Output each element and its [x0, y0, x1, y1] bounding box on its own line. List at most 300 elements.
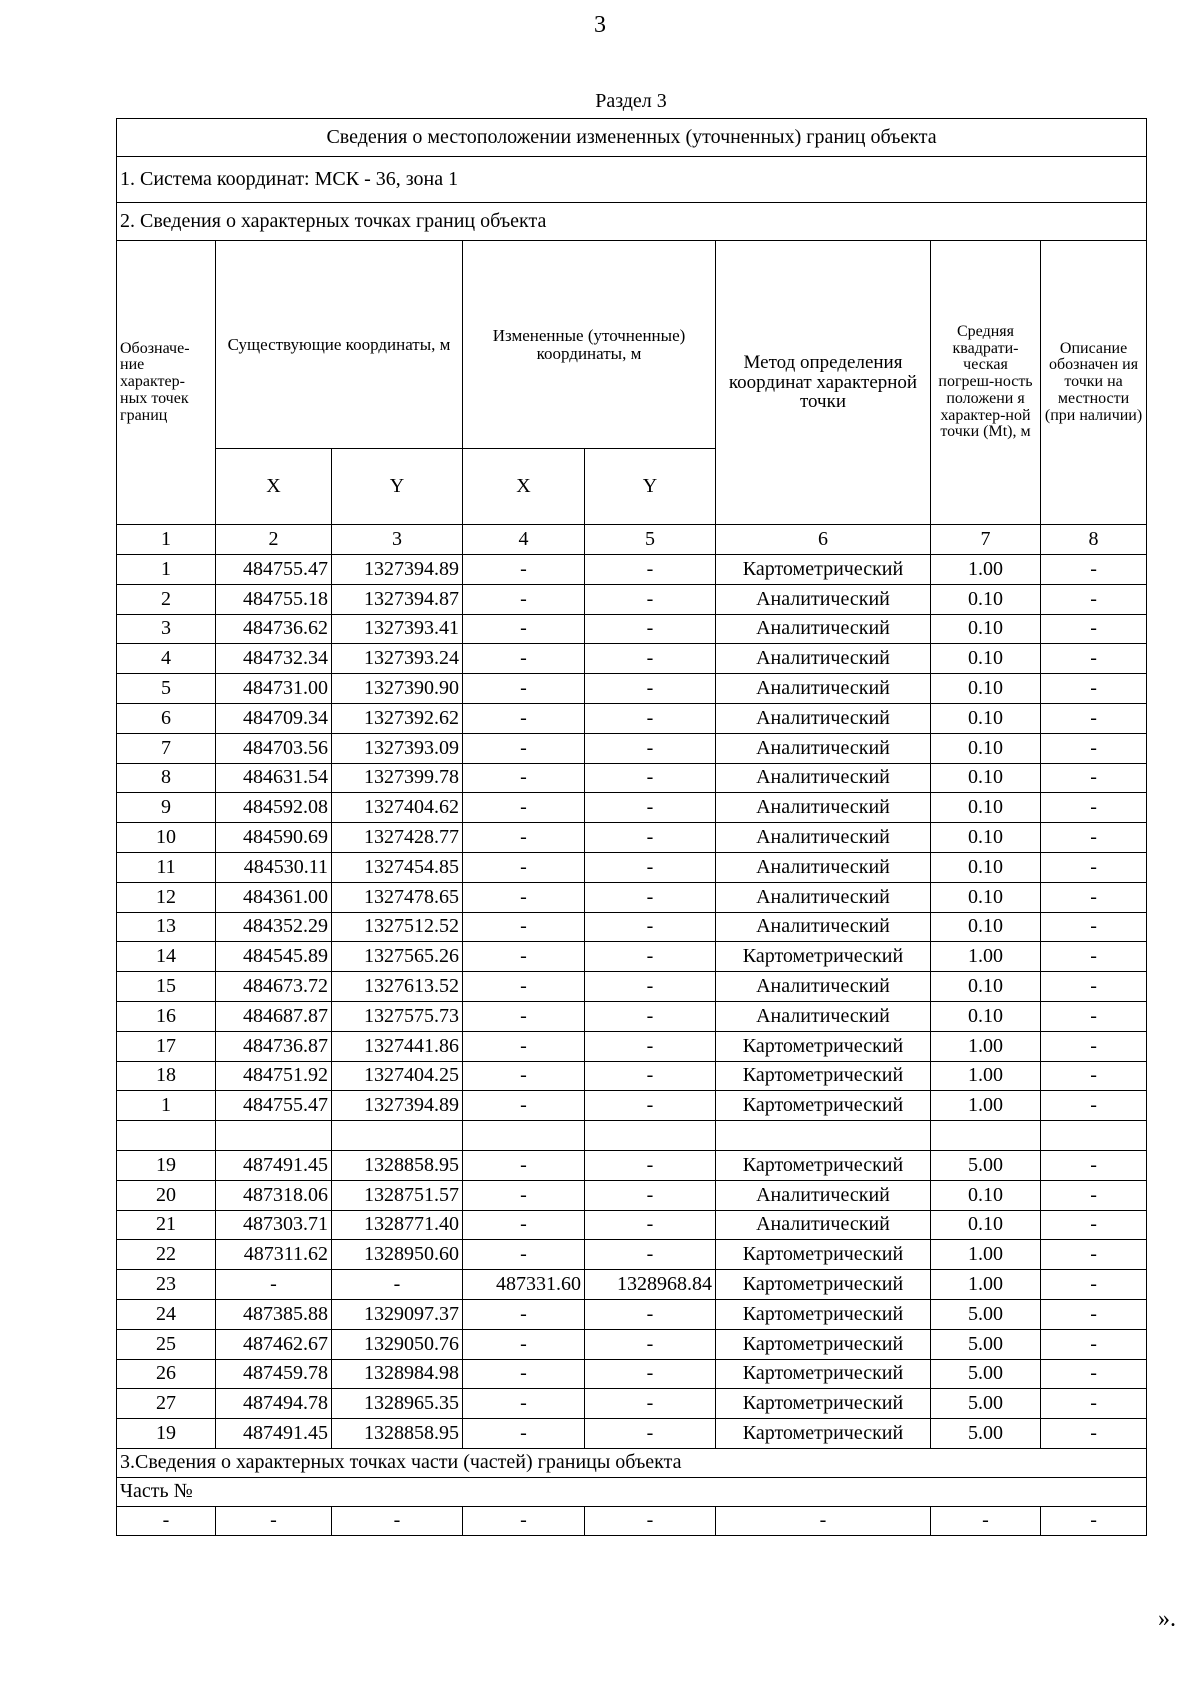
cell-method: Аналитический [716, 972, 931, 1002]
cell-method: Картометрический [716, 1419, 931, 1449]
cell-changed-x: - [463, 1061, 585, 1091]
cell-point-number: 13 [117, 912, 216, 942]
cell-existing-y: 1328984.98 [332, 1359, 463, 1389]
cell-accuracy: 1.00 [931, 942, 1041, 972]
part-row [117, 1506, 1147, 1535]
cell-changed-y: - [585, 1419, 716, 1449]
cell-point-number: 6 [117, 703, 216, 733]
cell-existing-y: 1328771.40 [332, 1210, 463, 1240]
cell-description: - [1041, 614, 1147, 644]
column-numbers-row [117, 525, 1147, 555]
part-cell: - [716, 1506, 931, 1535]
table-row [117, 1031, 1147, 1061]
cell-point-number: 1 [117, 1091, 216, 1121]
empty-cell [117, 1121, 216, 1151]
cell-existing-x: 484687.87 [216, 1001, 332, 1031]
cell-point-number: 3 [117, 614, 216, 644]
page-number: 3 [594, 12, 606, 38]
cell-existing-y: 1327565.26 [332, 942, 463, 972]
cell-method: Картометрический [716, 555, 931, 585]
table-row [117, 1061, 1147, 1091]
table-row [117, 1240, 1147, 1270]
cell-changed-y: - [585, 793, 716, 823]
cell-description: - [1041, 674, 1147, 704]
cell-point-number: 9 [117, 793, 216, 823]
cell-point-number: 15 [117, 972, 216, 1002]
cell-changed-x: - [463, 1329, 585, 1359]
empty-cell [332, 1121, 463, 1151]
cell-existing-y: 1327428.77 [332, 823, 463, 853]
part-cell: - [585, 1506, 716, 1535]
cell-method: Картометрический [716, 1031, 931, 1061]
table-row [117, 852, 1147, 882]
cell-method: Аналитический [716, 1210, 931, 1240]
cell-changed-x: - [463, 614, 585, 644]
points-heading: 2. Сведения о характерных точках границ объекта [117, 203, 1147, 241]
cell-existing-x: 484731.00 [216, 674, 332, 704]
cell-existing-x: 484755.47 [216, 555, 332, 585]
cell-description: - [1041, 1240, 1147, 1270]
cell-changed-x: - [463, 912, 585, 942]
cell-description: - [1041, 942, 1147, 972]
cell-changed-x: - [463, 1359, 585, 1389]
cell-point-number: 1 [117, 555, 216, 585]
cell-changed-y: - [585, 733, 716, 763]
cell-description: - [1041, 644, 1147, 674]
cell-method: Аналитический [716, 882, 931, 912]
cell-description: - [1041, 584, 1147, 614]
cell-existing-x: 484352.29 [216, 912, 332, 942]
cell-accuracy: 0.10 [931, 852, 1041, 882]
cell-method: Картометрический [716, 1240, 931, 1270]
cell-existing-x: 484736.87 [216, 1031, 332, 1061]
part-cell: - [117, 1506, 216, 1535]
cell-description: - [1041, 1210, 1147, 1240]
cell-existing-y: 1327394.87 [332, 584, 463, 614]
cell-method: Аналитический [716, 1180, 931, 1210]
cell-existing-x: 487385.88 [216, 1299, 332, 1329]
cell-changed-x: - [463, 555, 585, 585]
table-row [117, 674, 1147, 704]
cell-changed-x: - [463, 1389, 585, 1419]
cell-point-number: 19 [117, 1419, 216, 1449]
cell-changed-x: - [463, 763, 585, 793]
coordinate-system: 1. Система координат: МСК - 36, зона 1 [117, 157, 1147, 203]
separator-row [117, 1121, 1147, 1151]
cell-existing-x: 484755.18 [216, 584, 332, 614]
cell-existing-y: 1327399.78 [332, 763, 463, 793]
cell-description: - [1041, 852, 1147, 882]
cell-description: - [1041, 733, 1147, 763]
cell-method: Аналитический [716, 1001, 931, 1031]
empty-cell [216, 1121, 332, 1151]
parts-heading: 3.Сведения о характерных точках части (частей) границы объекта [117, 1448, 1147, 1477]
header-changed-coordinates: Измененные (уточненные) координаты, м [463, 241, 716, 449]
header-existing-y: Y [332, 449, 463, 525]
cell-point-number: 20 [117, 1180, 216, 1210]
cell-point-number: 25 [117, 1329, 216, 1359]
cell-method: Аналитический [716, 793, 931, 823]
cell-point-number: 4 [117, 644, 216, 674]
cell-point-number: 23 [117, 1270, 216, 1300]
cell-changed-y: - [585, 972, 716, 1002]
part-cell: - [463, 1506, 585, 1535]
cell-existing-y: 1328950.60 [332, 1240, 463, 1270]
column-number: 8 [1041, 525, 1147, 555]
cell-changed-x: - [463, 1180, 585, 1210]
cell-description: - [1041, 1299, 1147, 1329]
cell-changed-y: - [585, 1299, 716, 1329]
cell-existing-x: 484673.72 [216, 972, 332, 1002]
cell-existing-y: 1327394.89 [332, 555, 463, 585]
part-cell: - [216, 1506, 332, 1535]
cell-changed-y: - [585, 1210, 716, 1240]
cell-method: Аналитический [716, 584, 931, 614]
cell-point-number: 16 [117, 1001, 216, 1031]
cell-changed-x: - [463, 793, 585, 823]
cell-accuracy: 0.10 [931, 584, 1041, 614]
cell-changed-x: - [463, 1001, 585, 1031]
cell-description: - [1041, 1419, 1147, 1449]
table-row [117, 1419, 1147, 1449]
empty-cell [1041, 1121, 1147, 1151]
cell-description: - [1041, 1031, 1147, 1061]
cell-existing-y: 1327404.25 [332, 1061, 463, 1091]
cell-existing-y: 1327393.09 [332, 733, 463, 763]
cell-existing-y: 1328965.35 [332, 1389, 463, 1419]
part-cell: - [1041, 1506, 1147, 1535]
cell-changed-y: - [585, 1031, 716, 1061]
cell-changed-x: - [463, 1299, 585, 1329]
part-number-label: Часть № [117, 1477, 1147, 1506]
cell-existing-x: 487311.62 [216, 1240, 332, 1270]
cell-existing-x: 487318.06 [216, 1180, 332, 1210]
cell-accuracy: 0.10 [931, 733, 1041, 763]
cell-existing-y: 1327390.90 [332, 674, 463, 704]
cell-existing-y: 1328858.95 [332, 1150, 463, 1180]
cell-changed-y: - [585, 852, 716, 882]
table-title: Сведения о местоположении измененных (уточненных) границ объекта [117, 119, 1147, 157]
cell-existing-y: 1327392.62 [332, 703, 463, 733]
cell-accuracy: 1.00 [931, 1240, 1041, 1270]
cell-existing-x: 484755.47 [216, 1091, 332, 1121]
header-designation: Обозначе-ние характер-ных точек границ [117, 241, 216, 525]
column-number: 2 [216, 525, 332, 555]
cell-description: - [1041, 1001, 1147, 1031]
table-row [117, 1329, 1147, 1359]
cell-existing-y: 1327512.52 [332, 912, 463, 942]
cell-point-number: 8 [117, 763, 216, 793]
cell-changed-x: - [463, 584, 585, 614]
table-row [117, 614, 1147, 644]
cell-method: Картометрический [716, 1091, 931, 1121]
cell-existing-x: 484709.34 [216, 703, 332, 733]
cell-changed-y: - [585, 1091, 716, 1121]
cell-description: - [1041, 1091, 1147, 1121]
table-row [117, 972, 1147, 1002]
cell-changed-y: - [585, 555, 716, 585]
cell-changed-x: - [463, 852, 585, 882]
table-row [117, 1270, 1147, 1300]
empty-cell [585, 1121, 716, 1151]
cell-changed-y: - [585, 1180, 716, 1210]
cell-existing-x: 487303.71 [216, 1210, 332, 1240]
column-number: 1 [117, 525, 216, 555]
table-row [117, 1210, 1147, 1240]
cell-changed-x: - [463, 1091, 585, 1121]
cell-point-number: 17 [117, 1031, 216, 1061]
cell-changed-y: - [585, 1150, 716, 1180]
cell-description: - [1041, 1270, 1147, 1300]
cell-changed-x: - [463, 882, 585, 912]
cell-changed-x: - [463, 644, 585, 674]
cell-method: Картометрический [716, 1061, 931, 1091]
column-number: 7 [931, 525, 1041, 555]
cell-changed-y: - [585, 1329, 716, 1359]
cell-existing-x: 484732.34 [216, 644, 332, 674]
cell-existing-y: 1327393.41 [332, 614, 463, 644]
header-changed-y: Y [585, 449, 716, 525]
table-row [117, 942, 1147, 972]
cell-description: - [1041, 793, 1147, 823]
cell-existing-x: 487491.45 [216, 1419, 332, 1449]
table-row [117, 1180, 1147, 1210]
cell-existing-x: 484592.08 [216, 793, 332, 823]
header-existing-coordinates: Существующие координаты, м [216, 241, 463, 449]
cell-point-number: 22 [117, 1240, 216, 1270]
cell-method: Аналитический [716, 703, 931, 733]
cell-changed-x: - [463, 1419, 585, 1449]
table-row [117, 1091, 1147, 1121]
cell-description: - [1041, 1389, 1147, 1419]
cell-changed-x: - [463, 674, 585, 704]
cell-point-number: 24 [117, 1299, 216, 1329]
cell-existing-y: 1327575.73 [332, 1001, 463, 1031]
cell-point-number: 19 [117, 1150, 216, 1180]
cell-point-number: 21 [117, 1210, 216, 1240]
table-row [117, 555, 1147, 585]
cell-method: Картометрический [716, 1150, 931, 1180]
cell-description: - [1041, 555, 1147, 585]
cell-changed-y: - [585, 614, 716, 644]
cell-accuracy: 1.00 [931, 1091, 1041, 1121]
header-method: Метод определения координат характерной точки [716, 241, 931, 525]
cell-existing-x: 484590.69 [216, 823, 332, 853]
cell-description: - [1041, 912, 1147, 942]
cell-changed-x: - [463, 942, 585, 972]
cell-accuracy: 1.00 [931, 555, 1041, 585]
cell-existing-x: 484631.54 [216, 763, 332, 793]
cell-changed-x: - [463, 1150, 585, 1180]
cell-changed-y: - [585, 912, 716, 942]
table-row [117, 1299, 1147, 1329]
cell-method: Аналитический [716, 852, 931, 882]
cell-point-number: 18 [117, 1061, 216, 1091]
closing-quote-mark: ». [1158, 1606, 1176, 1632]
part-cell: - [332, 1506, 463, 1535]
cell-method: Аналитический [716, 823, 931, 853]
cell-existing-y: 1329050.76 [332, 1329, 463, 1359]
cell-method: Аналитический [716, 912, 931, 942]
header-description: Описание обозначен ия точки на местности (при наличии) [1041, 241, 1147, 525]
cell-description: - [1041, 1180, 1147, 1210]
cell-accuracy: 0.10 [931, 793, 1041, 823]
cell-accuracy: 0.10 [931, 614, 1041, 644]
table-row [117, 882, 1147, 912]
cell-changed-x: - [463, 733, 585, 763]
cell-existing-y: 1327454.85 [332, 852, 463, 882]
cell-existing-y: - [332, 1270, 463, 1300]
cell-accuracy: 1.00 [931, 1270, 1041, 1300]
table-row [117, 1389, 1147, 1419]
cell-accuracy: 5.00 [931, 1299, 1041, 1329]
cell-accuracy: 5.00 [931, 1359, 1041, 1389]
column-number: 5 [585, 525, 716, 555]
cell-changed-y: - [585, 882, 716, 912]
cell-changed-x: - [463, 972, 585, 1002]
cell-accuracy: 0.10 [931, 972, 1041, 1002]
cell-existing-y: 1327613.52 [332, 972, 463, 1002]
header-accuracy: Средняя квадрати-ческая погреш-ность положени я характер-ной точки (Mt), м [931, 241, 1041, 525]
empty-cell [463, 1121, 585, 1151]
cell-existing-x: - [216, 1270, 332, 1300]
cell-existing-y: 1328751.57 [332, 1180, 463, 1210]
header-changed-x: X [463, 449, 585, 525]
cell-changed-y: - [585, 1001, 716, 1031]
cell-method: Картометрический [716, 1299, 931, 1329]
cell-changed-x: 487331.60 [463, 1270, 585, 1300]
cell-accuracy: 0.10 [931, 1210, 1041, 1240]
cell-description: - [1041, 1150, 1147, 1180]
cell-description: - [1041, 1359, 1147, 1389]
cell-description: - [1041, 703, 1147, 733]
cell-existing-x: 484736.62 [216, 614, 332, 644]
cell-point-number: 11 [117, 852, 216, 882]
cell-point-number: 12 [117, 882, 216, 912]
cell-existing-y: 1327394.89 [332, 1091, 463, 1121]
cell-changed-y: - [585, 1359, 716, 1389]
column-number: 3 [332, 525, 463, 555]
column-number: 6 [716, 525, 931, 555]
cell-changed-x: - [463, 1210, 585, 1240]
cell-method: Аналитический [716, 674, 931, 704]
table-row [117, 1359, 1147, 1389]
cell-existing-x: 484703.56 [216, 733, 332, 763]
cell-existing-x: 487462.67 [216, 1329, 332, 1359]
cell-method: Картометрический [716, 942, 931, 972]
cell-changed-y: - [585, 584, 716, 614]
cell-accuracy: 5.00 [931, 1389, 1041, 1419]
cell-accuracy: 0.10 [931, 823, 1041, 853]
cell-accuracy: 5.00 [931, 1150, 1041, 1180]
cell-changed-y: - [585, 703, 716, 733]
cell-accuracy: 0.10 [931, 882, 1041, 912]
table-row [117, 793, 1147, 823]
cell-changed-x: - [463, 1240, 585, 1270]
cell-existing-y: 1327478.65 [332, 882, 463, 912]
cell-point-number: 2 [117, 584, 216, 614]
cell-changed-y: - [585, 644, 716, 674]
cell-description: - [1041, 823, 1147, 853]
cell-existing-x: 484751.92 [216, 1061, 332, 1091]
cell-accuracy: 5.00 [931, 1419, 1041, 1449]
cell-existing-y: 1329097.37 [332, 1299, 463, 1329]
cell-existing-x: 487491.45 [216, 1150, 332, 1180]
cell-changed-y: - [585, 823, 716, 853]
cell-description: - [1041, 1329, 1147, 1359]
cell-accuracy: 0.10 [931, 763, 1041, 793]
cell-point-number: 7 [117, 733, 216, 763]
empty-cell [716, 1121, 931, 1151]
cell-changed-y: - [585, 674, 716, 704]
cell-existing-y: 1327393.24 [332, 644, 463, 674]
cell-changed-y: 1328968.84 [585, 1270, 716, 1300]
cell-point-number: 26 [117, 1359, 216, 1389]
cell-description: - [1041, 882, 1147, 912]
cell-description: - [1041, 1061, 1147, 1091]
cell-changed-y: - [585, 763, 716, 793]
cell-accuracy: 1.00 [931, 1061, 1041, 1091]
cell-changed-y: - [585, 1240, 716, 1270]
cell-accuracy: 0.10 [931, 912, 1041, 942]
cell-method: Картометрический [716, 1359, 931, 1389]
cell-changed-x: - [463, 703, 585, 733]
cell-description: - [1041, 763, 1147, 793]
cell-point-number: 5 [117, 674, 216, 704]
cell-accuracy: 0.10 [931, 1180, 1041, 1210]
header-existing-x: X [216, 449, 332, 525]
cell-method: Аналитический [716, 763, 931, 793]
cell-method: Картометрический [716, 1270, 931, 1300]
cell-existing-y: 1327404.62 [332, 793, 463, 823]
cell-existing-x: 484361.00 [216, 882, 332, 912]
cell-method: Аналитический [716, 733, 931, 763]
cell-method: Аналитический [716, 614, 931, 644]
cell-changed-y: - [585, 942, 716, 972]
table-row [117, 823, 1147, 853]
cell-existing-x: 484530.11 [216, 852, 332, 882]
table-row [117, 733, 1147, 763]
cell-existing-x: 484545.89 [216, 942, 332, 972]
cell-changed-x: - [463, 1031, 585, 1061]
cell-point-number: 14 [117, 942, 216, 972]
table-row [117, 1150, 1147, 1180]
cell-accuracy: 0.10 [931, 703, 1041, 733]
table-row [117, 912, 1147, 942]
cell-existing-x: 487494.78 [216, 1389, 332, 1419]
table-row [117, 763, 1147, 793]
cell-existing-x: 487459.78 [216, 1359, 332, 1389]
cell-accuracy: 0.10 [931, 1001, 1041, 1031]
cell-accuracy: 0.10 [931, 644, 1041, 674]
cell-method: Аналитический [716, 644, 931, 674]
cell-point-number: 27 [117, 1389, 216, 1419]
cell-existing-y: 1327441.86 [332, 1031, 463, 1061]
column-number: 4 [463, 525, 585, 555]
cell-description: - [1041, 972, 1147, 1002]
table-row [117, 703, 1147, 733]
section-caption: Раздел 3 [595, 90, 667, 112]
cell-method: Картометрический [716, 1329, 931, 1359]
cell-changed-y: - [585, 1061, 716, 1091]
cell-method: Картометрический [716, 1389, 931, 1419]
table-row [117, 1001, 1147, 1031]
table-row [117, 644, 1147, 674]
cell-changed-y: - [585, 1389, 716, 1419]
empty-cell [931, 1121, 1041, 1151]
boundary-points-table [116, 118, 1147, 1536]
cell-accuracy: 1.00 [931, 1031, 1041, 1061]
